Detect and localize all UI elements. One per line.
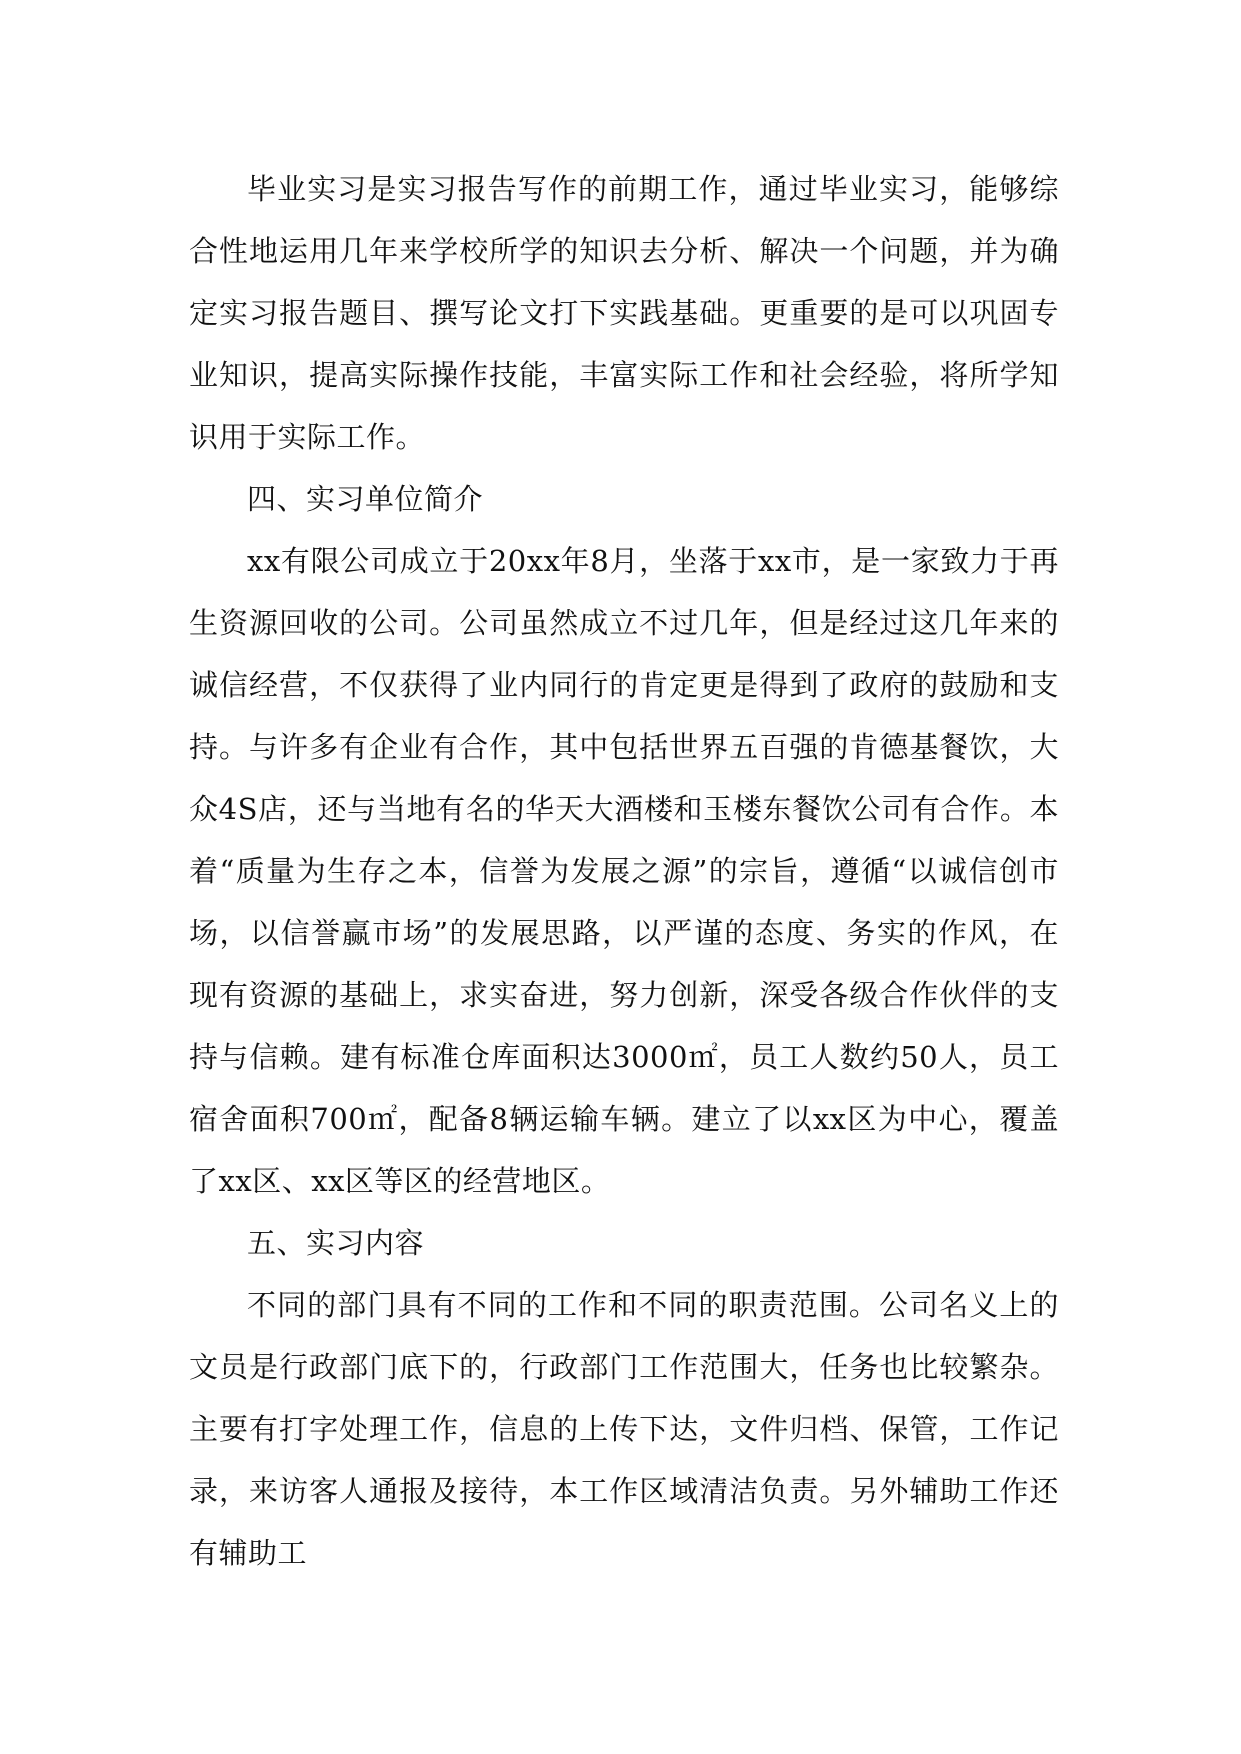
- section-heading-company-intro: 四、实习单位简介: [247, 482, 484, 516]
- paragraph-internship-content: 不同的部门具有不同的工作和不同的职责范围。公司名义上的文员是行政部门底下的，行政部门工作范围大，任务也比较繁杂。主要有打字处理工作，信息的上传下达，文件归档、保管，工作记录，来访客人通报及接待，本工作区域清洁负责。另外辅助工作还有辅助工: [189, 1288, 1059, 1570]
- paragraph-internship-purpose: 毕业实习是实习报告写作的前期工作，通过毕业实习，能够综合性地运用几年来学校所学的知识去分析、解决一个问题，并为确定实习报告题目、撰写论文打下实践基础。更重要的是可以巩固专业知识，提高实际操作技能，丰富实际工作和社会经验，将所学知识用于实际工作。: [189, 172, 1059, 454]
- paragraph-company-intro: xx有限公司成立于20xx年8月，坐落于xx市，是一家致力于再生资源回收的公司。公司虽然成立不过几年，但是经过这几年来的诚信经营，不仅获得了业内同行的肯定更是得到了政府的鼓励和支持。与许多有企业有合作，其中包括世界五百强的肯德基餐饮，大众4S店，还与当地有名的华天大酒楼和玉楼东餐饮公司有合作。本着“质量为生存之本，信誉为发展之源”的宗旨，遵循“以诚信创市场，以信誉赢市场”的发展思路，以严谨的态度、务实的作风，在现有资源的基础上，求实奋进，努力创新，深受各级合作伙伴的支持与信赖。建有标准仓库面积达3000㎡，员工人数约50人，员工宿舍面积700㎡，配备8辆运输车辆。建立了以xx区为中心，覆盖了xx区、xx区等区的经营地区。: [189, 544, 1059, 1198]
- document-body: [189, 158, 1059, 1584]
- section-heading-internship-content: 五、实习内容: [247, 1226, 425, 1260]
